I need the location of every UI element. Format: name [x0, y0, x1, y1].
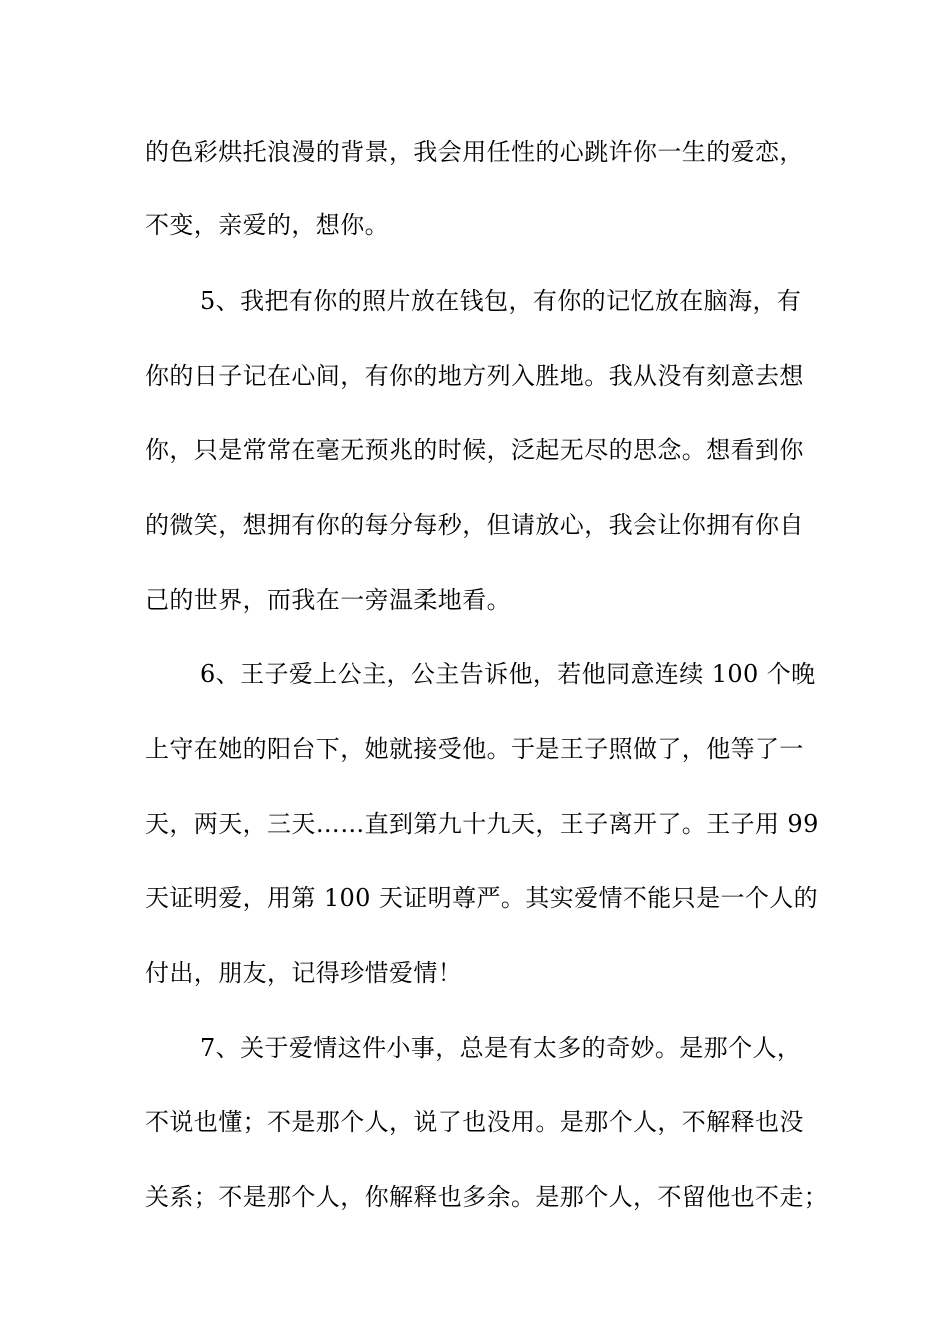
paragraph-5-line-2: 你的日子记在心间，有你的地方列入胜地。我从没有刻意去想 [145, 362, 804, 390]
paragraph-6-line-4: 天证明爱，用第 100 天证明尊严。其实爱情不能只是一个人的 [145, 884, 819, 912]
paragraph-5-line-4: 的微笑，想拥有你的每分每秒，但请放心，我会让你拥有你自 [145, 511, 804, 539]
paragraph-5-line-5: 己的世界，而我在一旁温柔地看。 [145, 586, 511, 614]
paragraph-5-line-3: 你，只是常常在毫无预兆的时候，泛起无尽的思念。想看到你 [145, 436, 804, 464]
paragraph-6-line-1: 6、王子爱上公主，公主告诉他，若他同意连续 100 个晚 [200, 660, 816, 688]
text-line-2: 不变，亲爱的，想你。 [145, 211, 389, 239]
paragraph-6-line-5: 付出，朋友，记得珍惜爱情！ [145, 959, 463, 987]
paragraph-7-line-1: 7、关于爱情这件小事，总是有太多的奇妙。是那个人， [200, 1034, 802, 1062]
paragraph-7-line-2: 不说也懂；不是那个人，说了也没用。是那个人，不解释也没 [145, 1108, 804, 1136]
paragraph-7-line-3: 关系；不是那个人，你解释也多余。是那个人，不留他也不走； [145, 1183, 829, 1211]
paragraph-6-line-3: 天，两天，三天……直到第九十九天，王子离开了。王子用 99 [145, 810, 819, 838]
paragraph-5-line-1: 5、我把有你的照片放在钱包，有你的记忆放在脑海，有 [200, 287, 802, 315]
text-line-1: 的色彩烘托浪漫的背景，我会用任性的心跳许你一生的爱恋， [145, 138, 804, 166]
paragraph-6-line-2: 上守在她的阳台下，她就接受他。于是王子照做了，他等了一 [145, 735, 804, 763]
